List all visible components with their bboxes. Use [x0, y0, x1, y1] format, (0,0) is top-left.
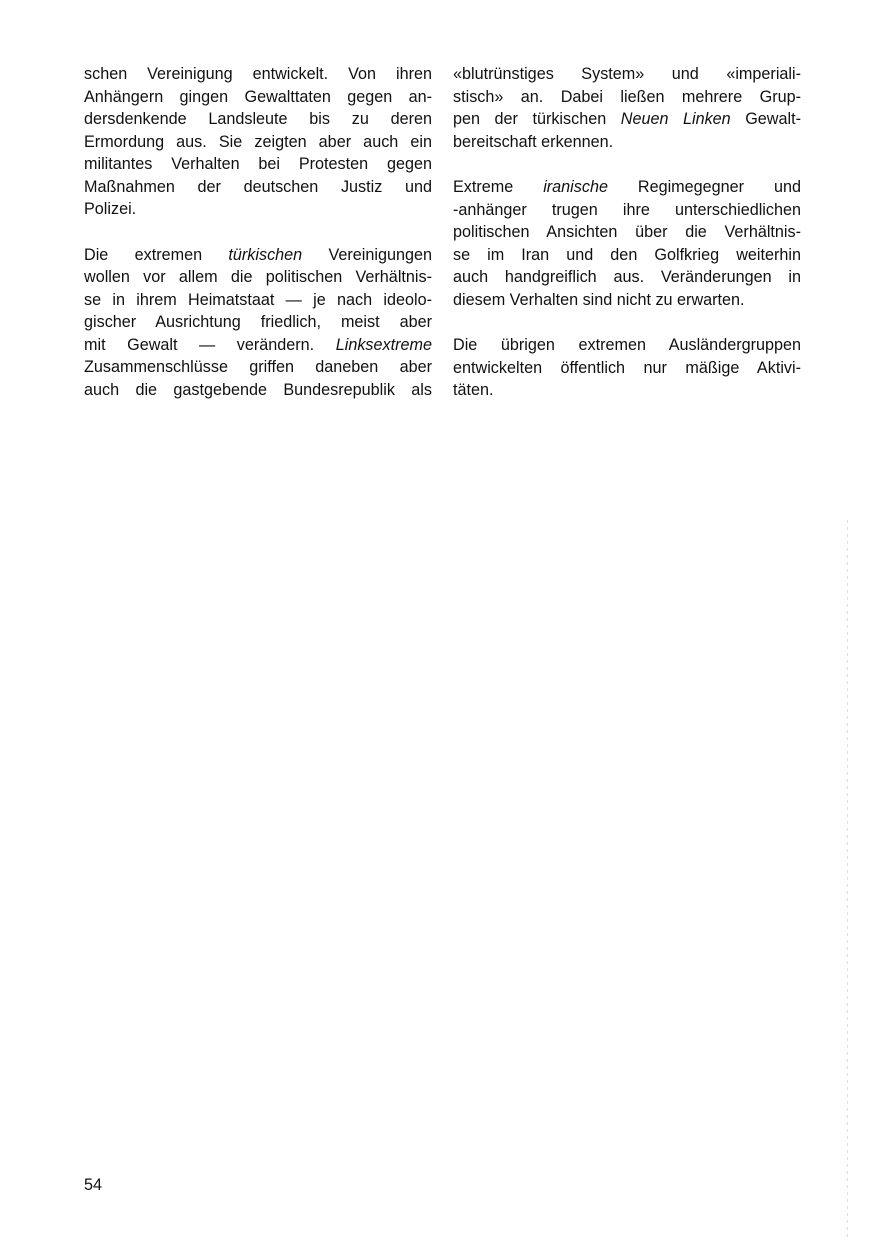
paragraph: [453, 334, 801, 402]
text-line: schen Vereinigung entwickelt. Von ihren: [84, 65, 432, 83]
text-line: gischer Ausrichtung friedlich, meist aber: [84, 313, 432, 331]
text-line: entwickelten öffentlich nur mäßige Aktivi-: [453, 358, 801, 377]
text-line: stisch» an. Dabei ließen mehrere Grup-: [453, 87, 801, 106]
text-segment: Die extremen: [84, 245, 229, 264]
text-segment: Extreme: [453, 178, 544, 196]
text-line: Maßnahmen der deutschen Justiz und: [84, 177, 432, 196]
paragraph: [84, 63, 432, 221]
left-text-column: [84, 63, 432, 424]
text-line: auch handgreiflich aus. Veränderungen in: [453, 268, 801, 286]
text-line: wollen vor allem die politischen Verhältnis-: [84, 268, 432, 286]
text-line: -anhänger trugen ihre unterschiedlichen: [453, 200, 801, 219]
text-line: Die übrigen extremen Ausländergruppen: [453, 336, 801, 354]
text-line: politischen Ansichten über die Verhältnis-: [453, 223, 801, 241]
page-number: 54: [84, 1176, 103, 1194]
emphasized-term: türkischen: [228, 245, 303, 264]
text-line: [84, 334, 432, 357]
text-line: Polizei.: [84, 200, 137, 218]
text-line: [453, 108, 801, 131]
text-line: [84, 244, 432, 267]
text-line: auch die gastgebende Bundesrepublik als: [84, 380, 432, 399]
text-line: täten.: [453, 381, 494, 399]
text-line: se in ihrem Heimatstaat — je nach ideolo-: [84, 290, 432, 309]
text-line: [453, 176, 801, 199]
text-line: Anhängern gingen Gewalttaten gegen an-: [84, 87, 432, 106]
text-line: Ermordung aus. Sie zeigten aber auch ein: [84, 132, 432, 151]
text-line: diesem Verhalten sind nicht zu erwarten.: [453, 290, 745, 309]
paragraph: [84, 244, 432, 402]
emphasized-term: Neuen Linken: [620, 110, 731, 128]
text-line: se im Iran und den Golfkrieg weiterhin: [453, 245, 801, 264]
text-segment: mit Gewalt — verändern.: [84, 335, 336, 354]
paragraph: [453, 63, 801, 153]
paragraph: [453, 176, 801, 311]
text-segment: Vereinigungen: [302, 245, 432, 264]
text-line: Zusammenschlüsse griffen daneben aber: [84, 358, 432, 376]
text-line: militantes Verhalten bei Protesten gegen: [84, 155, 432, 173]
text-line: dersdenkende Landsleute bis zu deren: [84, 110, 432, 128]
scan-edge-artifact: [847, 520, 848, 1240]
text-line: bereitschaft erkennen.: [453, 132, 614, 151]
text-segment: pen der türkischen: [453, 110, 621, 128]
emphasized-term: iranische: [543, 178, 608, 196]
text-line: «blutrünstiges System» und «imperiali-: [453, 65, 801, 83]
emphasized-term: Linksextreme: [335, 335, 432, 354]
text-segment: Gewalt-: [730, 110, 801, 128]
text-segment: Regimegegner und: [607, 178, 801, 196]
right-text-column: [453, 63, 801, 425]
